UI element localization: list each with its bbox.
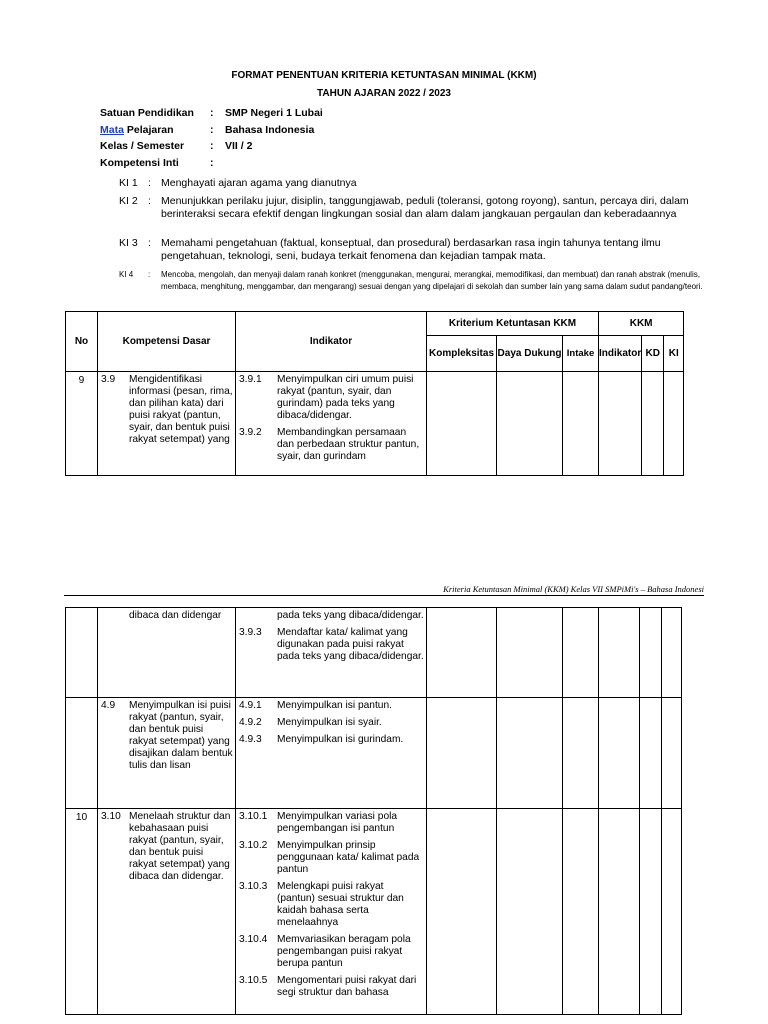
mata-link[interactable]: Mata: [100, 124, 124, 136]
header-kkm: KKM: [599, 312, 684, 336]
ki-colon: :: [148, 270, 151, 279]
ki-colon: :: [148, 177, 151, 189]
daya-dukung-cell[interactable]: [497, 608, 563, 698]
kkm-ki-cell[interactable]: [662, 608, 682, 698]
row-no-cell: [66, 809, 98, 1015]
indikator-number: 3.9.2: [239, 427, 262, 438]
kd-number: 3.9: [101, 374, 116, 385]
indikator-text: Menyimpulkan variasi pola pengembangan isi pantun: [277, 811, 398, 834]
indikator-number: 3.10.4: [239, 934, 268, 945]
ki-code: KI 4: [119, 270, 134, 279]
kd-text: Menyimpulkan isi puisi rakyat (pantun, syair, dan bentuk puisi rakyat setempat) yang disajikan dalam bentuk tulis dan lisan: [129, 700, 233, 771]
meta-mapel-label-rest: Pelajaran: [123, 124, 174, 136]
kkm-table-page2: [65, 607, 682, 1015]
indikator-text: Menyimpulkan isi gurindam.: [277, 734, 404, 745]
indikator-entry: [239, 627, 424, 663]
indikator-text: Menyimpulkan isi pantun.: [277, 700, 392, 711]
kd-number: 3.10: [101, 811, 121, 822]
kkm-table-page1: [65, 311, 684, 476]
kkm-ki-cell[interactable]: [664, 372, 684, 476]
indikator-entry: [239, 700, 424, 712]
meta-satuan: [100, 107, 400, 121]
indikator-number: 4.9.3: [239, 734, 262, 745]
kd-cell: [98, 809, 236, 1015]
table-row: [66, 698, 682, 809]
ki-text: Menunjukkan perilaku jujur, disiplin, tanggungjawab, peduli (toleransi, gotong royong), santun, percaya diri, dalam berinteraksi secara efektif dengan lingkungan sosial dan alam dalam jangkauan pergaulan dan keberadaannya: [161, 195, 689, 220]
kkm-indikator-cell[interactable]: [599, 698, 640, 809]
kkm-indikator-cell[interactable]: [599, 809, 640, 1015]
document-title: FORMAT PENENTUAN KRITERIA KETUNTASAN MINIMAL (KKM): [231, 70, 537, 81]
meta-mapel: [100, 124, 400, 138]
meta-colon: :: [210, 140, 214, 152]
header-kkm-indikator: Indikator: [599, 336, 642, 372]
ki-item: [119, 177, 729, 191]
kkm-kd-cell[interactable]: [640, 698, 662, 809]
indikator-cell: [236, 608, 427, 698]
kompleksitas-cell[interactable]: [427, 698, 497, 809]
table-row: [66, 608, 682, 698]
kd-text: Mengidentifikasi informasi (pesan, rima, dan pilihan kata) dari puisi rakyat (pantun, syair, dan bentuk puisi rakyat setempat) yang: [129, 374, 233, 445]
indikator-number: 3.10.3: [239, 881, 268, 892]
meta-kelas: [100, 140, 400, 154]
indikator-number: 3.10.1: [239, 811, 268, 822]
header-no: No: [66, 312, 98, 372]
ki-text: Mencoba, mengolah, dan menyaji dalam ranah konkret (menggunakan, mengurai, merangkai, memodifikasi, dan membuat) dan ranah abstrak (menulis, membaca, menghitung, menggambar, dan mengarang) sesuai dengan yang dipelajari di sekolah dan sumber lain yang sama dalam sudut pandang/teori.: [161, 270, 703, 291]
daya-dukung-cell[interactable]: [497, 809, 563, 1015]
indikator-text: Menyimpulkan ciri umum puisi rakyat (pantun, syair, dan gurindam) pada teks yang dibaca/didengar.: [277, 374, 414, 421]
indikator-entry: [239, 374, 424, 422]
header-kkm-ki: KI: [664, 336, 684, 372]
intake-cell[interactable]: [563, 698, 599, 809]
indikator-text: Menyimpulkan prinsip penggunaan kata/ kalimat pada pantun: [277, 840, 420, 875]
daya-dukung-cell[interactable]: [497, 372, 563, 476]
indikator-text: Mendaftar kata/ kalimat yang digunakan pada puisi rakyat pada teks yang dibaca/didengar.: [277, 627, 424, 662]
footer-divider: [64, 595, 704, 596]
kkm-indikator-cell[interactable]: [599, 608, 640, 698]
ki-colon: :: [148, 195, 151, 207]
kd-cell: [98, 608, 236, 698]
header-kompetensi-dasar: Kompetensi Dasar: [98, 312, 236, 372]
indikator-entry: [239, 811, 424, 835]
intake-cell[interactable]: [563, 608, 599, 698]
kd-text: dibaca dan didengar: [129, 610, 222, 621]
ki-code: KI 2: [119, 195, 138, 207]
ki-code: KI 1: [119, 177, 138, 189]
indikator-entry: [239, 934, 424, 970]
kkm-ki-cell[interactable]: [662, 809, 682, 1015]
indikator-cell: [236, 809, 427, 1015]
header-kompleksitas: Kompleksitas: [427, 336, 497, 372]
kompleksitas-cell[interactable]: [427, 608, 497, 698]
indikator-entry: [239, 610, 424, 622]
row-no-cell: [66, 698, 98, 809]
meta-satuan-value: SMP Negeri 1 Lubai: [225, 107, 323, 119]
kd-continuation: [101, 610, 233, 622]
indikator-number: 3.10.2: [239, 840, 268, 851]
row-no: 10: [75, 812, 88, 823]
meta-block: [100, 107, 400, 177]
kompleksitas-cell[interactable]: [427, 372, 497, 476]
indikator-number: 3.10.5: [239, 975, 268, 986]
kd-cell: [98, 698, 236, 809]
indikator-text: Memvariasikan beragam pola pengembangan puisi rakyat berupa pantun: [277, 934, 411, 969]
kkm-kd-cell[interactable]: [642, 372, 664, 476]
header-kriterium: Kriterium Ketuntasan KKM: [427, 312, 599, 336]
kd-entry: [101, 811, 233, 883]
indikator-text: pada teks yang dibaca/didengar.: [277, 610, 424, 621]
kkm-indikator-cell[interactable]: [599, 372, 642, 476]
indikator-cell: [236, 698, 427, 809]
kd-cell: [98, 372, 236, 476]
indikator-entry: [239, 717, 424, 729]
indikator-entry: [239, 734, 424, 746]
row-no-cell: [66, 372, 98, 476]
meta-kelas-label: Kelas / Semester: [100, 140, 185, 152]
meta-mapel-label: [100, 124, 174, 136]
indikator-text: Mengomentari puisi rakyat dari segi struktur dan bahasa: [277, 975, 417, 998]
table-row: [66, 809, 682, 1015]
intake-cell[interactable]: [563, 809, 599, 1015]
indikator-number: 3.9.1: [239, 374, 262, 385]
ki-code: KI 3: [119, 237, 138, 249]
meta-ki-label: Kompetensi Inti: [100, 157, 179, 169]
row-no: 9: [78, 375, 85, 386]
indikator-number: 4.9.2: [239, 717, 262, 728]
page-footer-text: Kriteria Ketuntasan Minimal (KKM) Kelas VII SMPiMi's – Bahasa Indonesi: [443, 584, 704, 594]
indikator-number: 4.9.1: [239, 700, 262, 711]
kkm-ki-cell[interactable]: [662, 698, 682, 809]
meta-mapel-value: Bahasa Indonesia: [225, 124, 315, 136]
kkm-kd-cell[interactable]: [640, 809, 662, 1015]
row-no-cell: [66, 608, 98, 698]
kd-number: 4.9: [101, 700, 116, 711]
indikator-cell: [236, 372, 427, 476]
indikator-entry: [239, 840, 424, 876]
indikator-text: Melengkapi puisi rakyat (pantun) sesuai struktur dan kaidah bahasa serta menelaahnya: [277, 881, 404, 928]
daya-dukung-cell[interactable]: [497, 698, 563, 809]
header-kkm-kd: KD: [642, 336, 664, 372]
meta-colon: :: [210, 124, 214, 136]
header-intake: Intake: [563, 336, 599, 372]
indikator-number: 3.9.3: [239, 627, 262, 638]
table-row: [66, 372, 684, 476]
kompleksitas-cell[interactable]: [427, 809, 497, 1015]
indikator-entry: [239, 975, 424, 999]
meta-satuan-label: Satuan Pendidikan: [100, 107, 194, 119]
meta-kelas-value: VII / 2: [225, 140, 253, 152]
ki-item: [119, 269, 729, 305]
header-indikator: Indikator: [236, 312, 427, 372]
kd-entry: [101, 700, 233, 772]
indikator-entry: [239, 881, 424, 929]
kd-text: Menelaah struktur dan kebahasaan puisi rakyat (pantun, syair, dan bentuk puisi rakyat setempat) yang dibaca dan didengar.: [129, 811, 231, 882]
indikator-text: Menyimpulkan isi syair.: [277, 717, 382, 728]
meta-colon: :: [210, 107, 214, 119]
meta-colon: :: [210, 157, 214, 169]
header-daya-dukung: Daya Dukung: [497, 336, 563, 372]
kd-entry: [101, 374, 233, 446]
indikator-text: Membandingkan persamaan dan perbedaan struktur pantun, syair, dan gurindam: [277, 427, 420, 462]
kkm-kd-cell[interactable]: [640, 608, 662, 698]
ki-colon: :: [148, 237, 151, 249]
intake-cell[interactable]: [563, 372, 599, 476]
indikator-entry: [239, 427, 424, 463]
ki-text: Menghayati ajaran agama yang dianutnya: [161, 177, 357, 189]
ki-text: Memahami pengetahuan (faktual, konseptual, dan prosedural) berdasarkan rasa ingin tahunya tentang ilmu pengetahuan, teknologi, seni, budaya terkait fenomena dan kejadian tampak mata.: [161, 237, 661, 262]
document-subtitle: TAHUN AJARAN 2022 / 2023: [317, 88, 451, 99]
ki-item: [119, 195, 729, 235]
ki-item: [119, 237, 729, 265]
meta-ki: [100, 157, 400, 171]
